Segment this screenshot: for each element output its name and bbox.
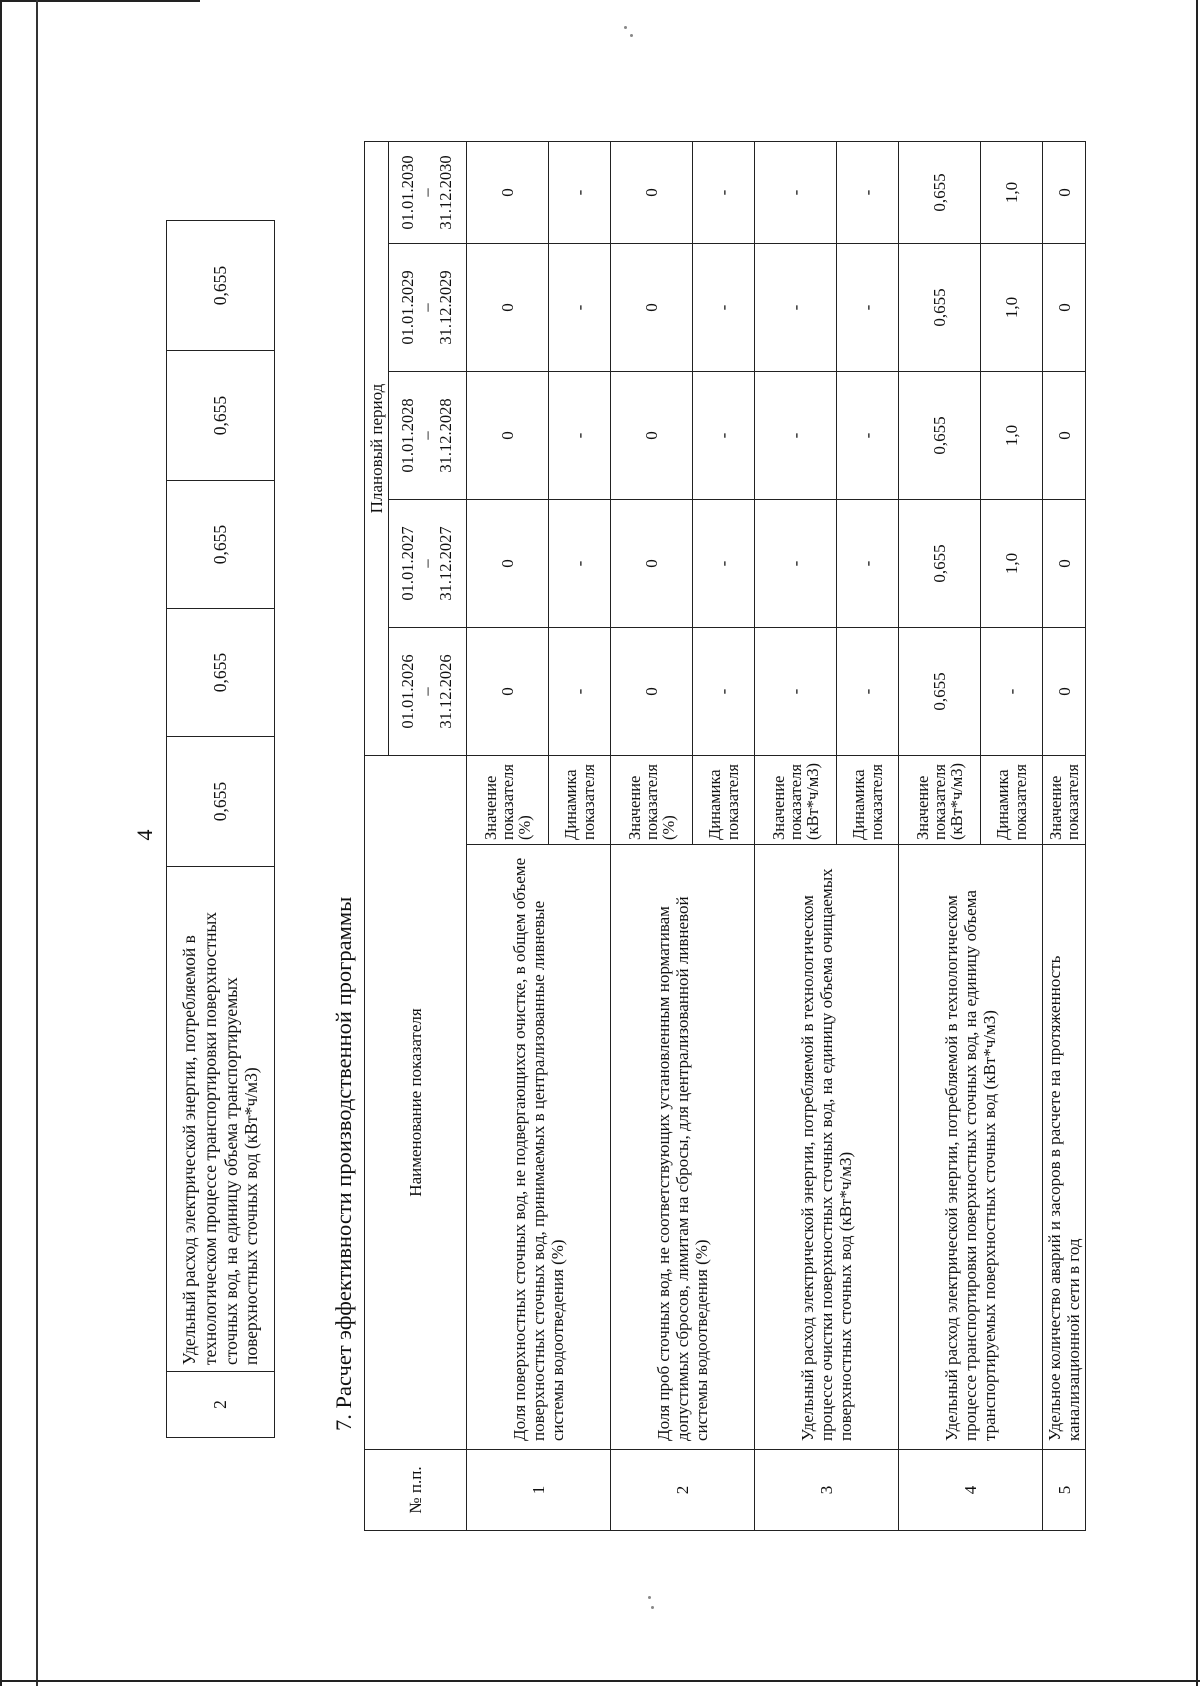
subindicator-label: Значение показателя (%) bbox=[467, 756, 549, 845]
subindicator-label: Значение показателя bbox=[1043, 756, 1086, 845]
value-cell: 1,0 bbox=[981, 244, 1043, 372]
header-indicator-name: Наименование показателя bbox=[365, 756, 467, 1450]
subindicator-label: Динамика показателя bbox=[981, 756, 1043, 845]
period-header bbox=[389, 244, 467, 372]
header-row bbox=[365, 142, 389, 1531]
row-number: 4 bbox=[899, 1450, 1043, 1531]
value-cell: 0 bbox=[467, 142, 549, 244]
value-cell: 1,0 bbox=[981, 372, 1043, 500]
value-cell: - bbox=[693, 628, 755, 756]
row-number: 2 bbox=[611, 1450, 755, 1531]
value-cell: 0,655 bbox=[899, 142, 981, 244]
period-header bbox=[389, 372, 467, 500]
subindicator-label: Динамика показателя bbox=[693, 756, 755, 845]
row-number: 2 bbox=[167, 1372, 275, 1438]
indicator-name: Удельный расход электрической энергии, потребляемой в технологическом процессе транспортировки поверхностных сточных вод, на единицу объема транспортируемых поверхностных сточных вод (кВт*ч/м3) bbox=[899, 845, 1043, 1450]
value-cell: 0 bbox=[611, 244, 693, 372]
value-cell: - bbox=[755, 628, 837, 756]
value-cell: - bbox=[549, 372, 611, 500]
value-cell: 0,655 bbox=[899, 628, 981, 756]
value-cell: - bbox=[549, 142, 611, 244]
period-to: 31.12.2026 bbox=[436, 654, 456, 729]
value-cell: - bbox=[549, 500, 611, 628]
value-cell: 0 bbox=[1043, 500, 1086, 628]
value-cell: 0,655 bbox=[167, 351, 275, 481]
value-cell: 0 bbox=[611, 372, 693, 500]
value-cell: - bbox=[837, 142, 899, 244]
subindicator-label: Значение показателя (кВт*ч/м3) bbox=[899, 756, 981, 845]
period-from: 01.01.2027 bbox=[398, 526, 418, 601]
period-from: 01.01.2028 bbox=[398, 398, 418, 473]
value-cell: - bbox=[693, 372, 755, 500]
period-dash: – bbox=[417, 431, 437, 440]
header-number: № п.п. bbox=[365, 1450, 467, 1531]
period-from: 01.01.2026 bbox=[398, 654, 418, 729]
value-cell: - bbox=[549, 628, 611, 756]
value-cell: - bbox=[549, 244, 611, 372]
value-cell: 0 bbox=[1043, 372, 1086, 500]
table-row bbox=[755, 142, 837, 1531]
period-dash: – bbox=[417, 687, 437, 696]
period-to: 31.12.2027 bbox=[436, 526, 456, 601]
value-cell: 0 bbox=[1043, 244, 1086, 372]
table-row bbox=[1043, 142, 1086, 1531]
subindicator-label: Динамика показателя bbox=[837, 756, 899, 845]
subindicator-label: Значение показателя (%) bbox=[611, 756, 693, 845]
subindicator-label: Динамика показателя bbox=[549, 756, 611, 845]
value-cell: - bbox=[837, 500, 899, 628]
value-cell: 0,655 bbox=[167, 737, 275, 867]
indicator-name: Удельный расход электрической энергии, потребляемой в технологическом процессе транспортировки поверхностных сточных вод, на единицу объема транспортируемых поверхностных сточных вод (кВт*ч/м3) bbox=[167, 867, 275, 1372]
row-number: 1 bbox=[467, 1450, 611, 1531]
value-cell: - bbox=[693, 142, 755, 244]
value-cell: 0 bbox=[1043, 142, 1086, 244]
value-cell: 0 bbox=[611, 628, 693, 756]
table-row bbox=[167, 221, 275, 1438]
value-cell: 0 bbox=[467, 244, 549, 372]
section-title: 7. Расчет эффективности производственной программы bbox=[331, 896, 356, 1431]
value-cell: 0,655 bbox=[899, 244, 981, 372]
value-cell: 0 bbox=[467, 500, 549, 628]
value-cell: 0,655 bbox=[899, 500, 981, 628]
indicator-name: Удельный расход электрической энергии, потребляемой в технологическом процессе очистки поверхностных сточных вод, на единицу объема очищаемых поверхностных сточных вод (кВт*ч/м3) bbox=[755, 845, 899, 1450]
row-number: 3 bbox=[755, 1450, 899, 1531]
value-cell: - bbox=[755, 142, 837, 244]
value-cell: 0,655 bbox=[899, 372, 981, 500]
period-header bbox=[389, 628, 467, 756]
indicator-name: Доля поверхностных сточных вод, не подвергающихся очистке, в общем объеме поверхностных сточных вод, принимаемых в централизованные ливневые системы водоотведения (%) bbox=[467, 845, 611, 1450]
period-to: 31.12.2029 bbox=[436, 270, 456, 345]
efficiency-table bbox=[364, 141, 1086, 1531]
value-cell: 0 bbox=[611, 142, 693, 244]
indicator-name: Удельное количество аварий и засоров в расчете на протяженность канализационной сети в год bbox=[1043, 845, 1086, 1450]
row-number: 5 bbox=[1043, 1450, 1086, 1531]
value-cell: 0,655 bbox=[167, 481, 275, 609]
indicator-name: Доля проб сточных вод, не соответствующих установленным нормативам допустимых сбросов, лимитам на сбросы, для централизованной ливневой системы водоотведения (%) bbox=[611, 845, 755, 1450]
value-cell: 0 bbox=[1043, 628, 1086, 756]
value-cell: - bbox=[755, 500, 837, 628]
indicators-table-fragment bbox=[166, 220, 275, 1438]
table-row bbox=[899, 142, 981, 1531]
value-cell: - bbox=[837, 244, 899, 372]
value-cell: 0 bbox=[467, 628, 549, 756]
value-cell: - bbox=[755, 244, 837, 372]
value-cell: - bbox=[981, 628, 1043, 756]
period-dash: – bbox=[417, 303, 437, 312]
value-cell: 1,0 bbox=[981, 500, 1043, 628]
period-header bbox=[389, 142, 467, 244]
period-dash: – bbox=[417, 188, 437, 197]
value-cell: - bbox=[693, 500, 755, 628]
page-number: 4 bbox=[132, 829, 157, 841]
value-cell: - bbox=[693, 244, 755, 372]
value-cell: 0,655 bbox=[167, 609, 275, 737]
header-planned-period: Плановый период bbox=[365, 142, 389, 756]
value-cell: 0 bbox=[467, 372, 549, 500]
value-cell: - bbox=[837, 628, 899, 756]
table-row bbox=[611, 142, 693, 1531]
value-cell: 0 bbox=[611, 500, 693, 628]
period-to: 31.12.2030 bbox=[436, 155, 456, 230]
period-from: 01.01.2029 bbox=[398, 270, 418, 345]
value-cell: - bbox=[837, 372, 899, 500]
table-row bbox=[467, 142, 549, 1531]
period-dash: – bbox=[417, 559, 437, 568]
value-cell: 1,0 bbox=[981, 142, 1043, 244]
value-cell: 0,655 bbox=[167, 221, 275, 351]
period-to: 31.12.2028 bbox=[436, 398, 456, 473]
value-cell: - bbox=[755, 372, 837, 500]
period-from: 01.01.2030 bbox=[398, 155, 418, 230]
period-header bbox=[389, 500, 467, 628]
subindicator-label: Значение показателя (кВт*ч/м3) bbox=[755, 756, 837, 845]
